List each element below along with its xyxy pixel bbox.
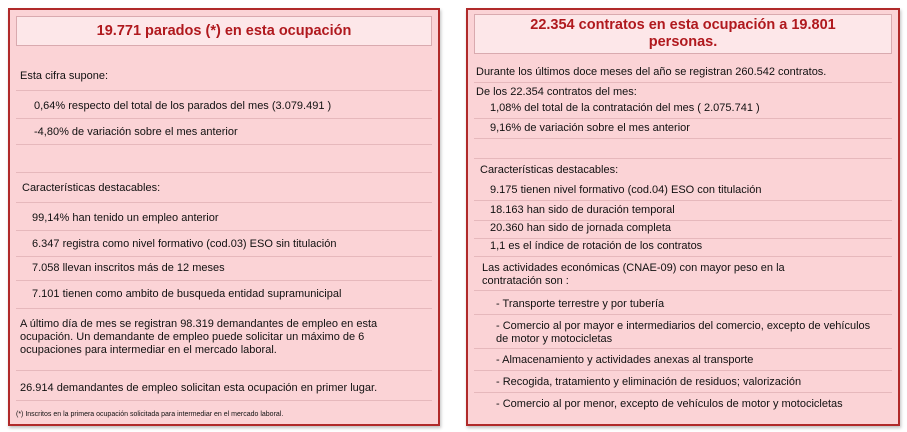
activity-line: - Transporte terrestre y por tubería: [496, 298, 665, 310]
feature-line: 20.360 han sido de jornada completa: [490, 222, 672, 234]
activity-line: - Comercio al por mayor e intermediarios del comercio, excepto de vehículos de motor y motocicletas: [496, 320, 871, 345]
stat-line: 9,16% de variación sobre el mes anterior: [490, 122, 690, 134]
separator: [474, 290, 892, 291]
contratos-title: [474, 14, 892, 54]
separator: [474, 200, 892, 201]
separator: [474, 392, 892, 393]
stat-line: 1,08% del total de la contratación del mes ( 2.075.741 ): [490, 102, 760, 114]
separator: [474, 82, 892, 83]
parados-title: 19.771 parados (*) en esta ocupación: [16, 16, 432, 46]
feature-line: 99,14% han tenido un empleo anterior: [32, 212, 219, 224]
separator: [16, 172, 432, 173]
feature-line: 7.058 llevan inscritos más de 12 meses: [32, 262, 225, 274]
stat-line: 0,64% respecto del total de los parados del mes (3.079.491 ): [34, 100, 332, 112]
separator: [474, 238, 892, 239]
parados-panel: [8, 8, 440, 426]
intro-text: Esta cifra supone:: [20, 70, 109, 82]
features-heading: Características destacables:: [480, 164, 619, 176]
separator: [474, 256, 892, 257]
separator: [16, 90, 432, 91]
separator: [16, 230, 432, 231]
separator: [474, 220, 892, 221]
separator: [474, 348, 892, 349]
contratos-title-line1: 22.354 contratos en esta ocupación a 19.801: [530, 17, 836, 33]
intro-text: Durante los últimos doce meses del año se registran 260.542 contratos.: [476, 66, 827, 78]
feature-line: 6.347 registra como nivel formativo (cod.03) ESO sin titulación: [32, 238, 337, 250]
activities-heading: Las actividades económicas (CNAE-09) con mayor peso en la contratación son :: [482, 262, 785, 287]
separator: [16, 118, 432, 119]
separator: [16, 400, 432, 401]
feature-line: 1,1 es el índice de rotación de los contratos: [490, 240, 703, 252]
primer-lugar-text: 26.914 demandantes de empleo solicitan esta ocupación en primer lugar.: [20, 382, 378, 394]
separator: [16, 308, 432, 309]
features-heading: Características destacables:: [22, 182, 161, 194]
activity-line: - Comercio al por menor, excepto de vehículos de motor y motocicletas: [496, 398, 843, 410]
activity-line: - Almacenamiento y actividades anexas al transporte: [496, 354, 754, 366]
separator: [16, 370, 432, 371]
separator: [474, 314, 892, 315]
activity-line: - Recogida, tratamiento y eliminación de residuos; valorización: [496, 376, 802, 388]
sub-intro-text: De los 22.354 contratos del mes:: [476, 86, 637, 98]
feature-line: 7.101 tienen como ambito de busqueda entidad supramunicipal: [32, 288, 342, 300]
separator: [16, 144, 432, 145]
contratos-title-line2: personas.: [648, 34, 718, 50]
separator: [474, 158, 892, 159]
stat-line: -4,80% de variación sobre el mes anterior: [34, 126, 238, 138]
demandantes-paragraph: A último día de mes se registran 98.319 demandantes de empleo en esta ocupación. Un demandante de empleo puede solicitar un máximo de 6 ocupaciones para intermediar en el mercado laboral.: [20, 318, 378, 356]
feature-line: 9.175 tienen nivel formativo (cod.04) ESO con titulación: [490, 184, 762, 196]
separator: [474, 370, 892, 371]
separator: [16, 256, 432, 257]
separator: [16, 280, 432, 281]
footnote: (*) Inscritos en la primera ocupación solicitada para intermediar en el mercado laboral.: [16, 411, 284, 418]
separator: [474, 118, 892, 119]
feature-line: 18.163 han sido de duración temporal: [490, 204, 675, 216]
contratos-panel: [466, 8, 900, 426]
separator: [474, 138, 892, 139]
separator: [16, 202, 432, 203]
